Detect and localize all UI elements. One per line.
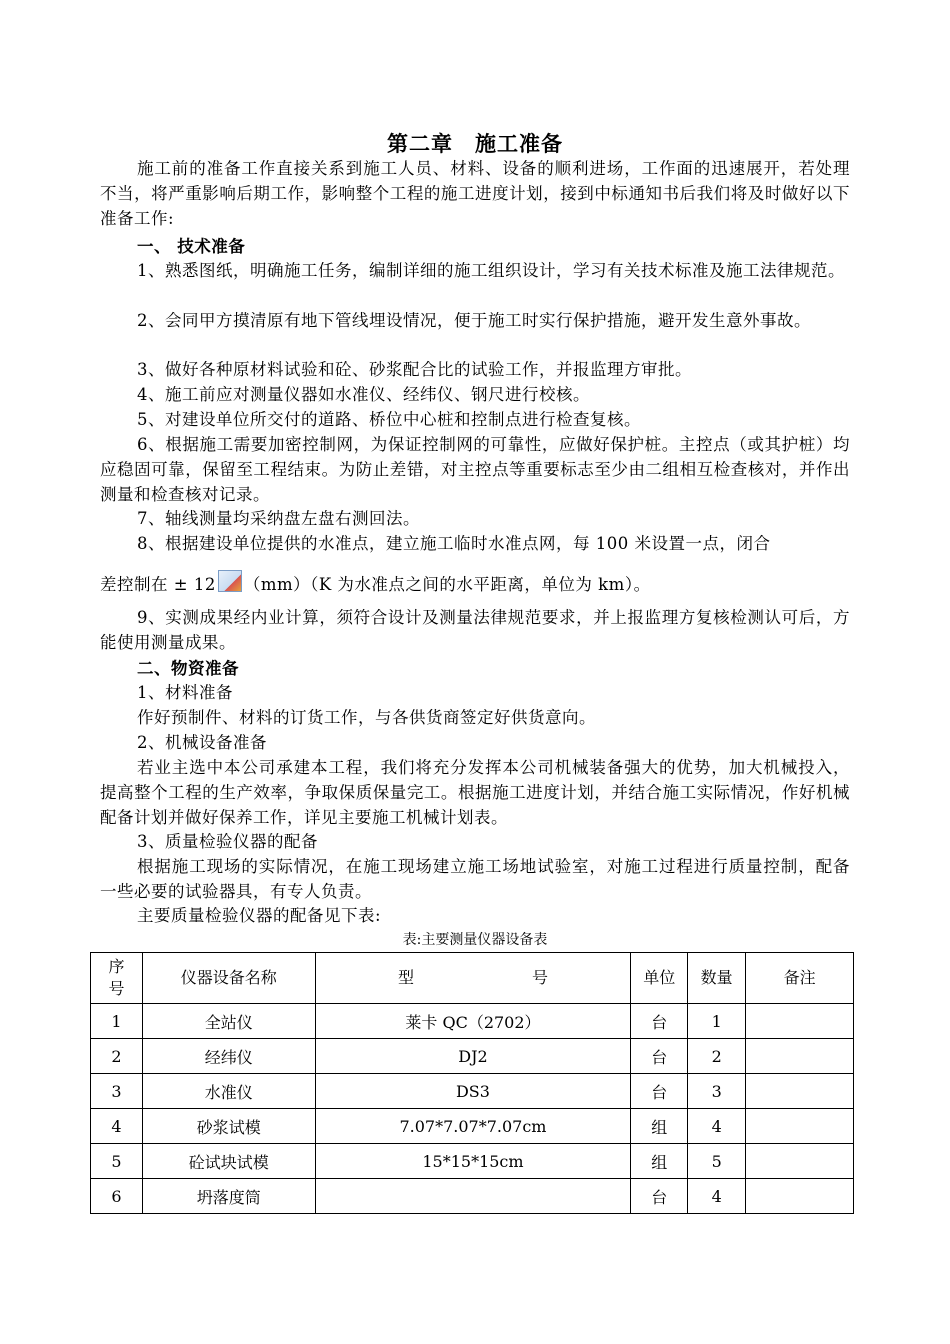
tech-item-8-continued	[100, 570, 850, 597]
cell-name: 全站仪	[142, 1004, 315, 1039]
cell-seq: 3	[91, 1074, 143, 1109]
materials-subtitle-2: 2、机械设备准备	[137, 733, 267, 752]
cell-note	[746, 1179, 854, 1214]
materials-body-2: 若业主选中本公司承建本工程，我们将充分发挥本公司机械装备强大的优势，加大机械投入，提高整个工程的生产效率，争取保质保量完工。根据施工进度计划，并结合施工实际情况，作好机械配备计划并做好保养工作，详见主要施工机械计划表。	[100, 758, 850, 827]
cell-seq: 4	[91, 1109, 143, 1144]
cell-name: 砂浆试模	[142, 1109, 315, 1144]
section-heading-technical: 一、 技术准备	[137, 237, 246, 256]
intro-paragraph: 施工前的准备工作直接关系到施工人员、材料、设备的顺利进场，工作面的迅速展开，若处理不当，将严重影响后期工作，影响整个工程的施工进度计划，接到中标通知书后我们将及时做好以下准备工作:	[100, 159, 850, 228]
cell-name: 砼试块试模	[142, 1144, 315, 1179]
chapter-name: 施工准备	[475, 131, 563, 156]
tech-item-2: 2、会同甲方摸清原有地下管线埋设情况，便于施工时实行保护措施，避开发生意外事故。	[137, 311, 811, 330]
tolerance-text-after: （mm）（K 为水准点之间的水平距离，单位为 km）。	[243, 575, 651, 594]
table-row	[91, 1144, 854, 1179]
cell-name: 坍落度筒	[142, 1179, 315, 1214]
cell-qty: 1	[688, 1004, 746, 1039]
cell-qty: 4	[688, 1109, 746, 1144]
table-caption: 表:主要测量仪器设备表	[402, 932, 548, 948]
cell-note	[746, 1039, 854, 1074]
cell-unit: 台	[631, 1039, 688, 1074]
cell-seq: 5	[91, 1144, 143, 1179]
cell-unit: 台	[631, 1074, 688, 1109]
chapter-title	[0, 128, 950, 158]
formula-image-icon	[218, 570, 242, 592]
header-qty: 数量	[688, 953, 746, 1004]
equipment-table	[90, 952, 854, 1214]
materials-subtitle-3: 3、质量检验仪器的配备	[137, 832, 318, 851]
cell-seq: 2	[91, 1039, 143, 1074]
header-unit: 单位	[631, 953, 688, 1004]
cell-note	[746, 1074, 854, 1109]
table-intro: 主要质量检验仪器的配备见下表:	[137, 906, 382, 925]
table-row	[91, 1004, 854, 1039]
table-row	[91, 1039, 854, 1074]
tech-item-9: 9、实测成果经内业计算，须符合设计及测量法律规范要求，并上报监理方复核检测认可后，方能使用测量成果。	[100, 608, 850, 652]
cell-model: DS3	[315, 1074, 631, 1109]
cell-unit: 台	[631, 1004, 688, 1039]
tech-item-6: 6、根据施工需要加密控制网，为保证控制网的可靠性，应做好保护桩。主控点（或其护桩）均应稳固可靠，保留至工程结束。为防止差错，对主控点等重要标志至少由二组相互检查核对，并作出测量和检查核对记录。	[100, 435, 850, 504]
cell-seq: 6	[91, 1179, 143, 1214]
cell-model	[315, 1179, 631, 1214]
cell-name: 水准仪	[142, 1074, 315, 1109]
cell-qty: 2	[688, 1039, 746, 1074]
cell-unit: 组	[631, 1109, 688, 1144]
cell-qty: 3	[688, 1074, 746, 1109]
table-row	[91, 1109, 854, 1144]
materials-body-1: 作好预制件、材料的订货工作，与各供货商签定好供货意向。	[137, 708, 596, 727]
cell-note	[746, 1004, 854, 1039]
cell-note	[746, 1109, 854, 1144]
tech-item-8: 8、根据建设单位提供的水准点，建立施工临时水准点网，每 100 米设置一点，闭合	[137, 534, 771, 553]
cell-name: 经纬仪	[142, 1039, 315, 1074]
cell-unit: 台	[631, 1179, 688, 1214]
header-name: 仪器设备名称	[142, 953, 315, 1004]
table-row	[91, 1179, 854, 1214]
table-header-row	[91, 953, 854, 1004]
cell-qty: 4	[688, 1179, 746, 1214]
tech-item-4: 4、施工前应对测量仪器如水准仪、经纬仪、钢尺进行校核。	[137, 385, 590, 404]
cell-model: 莱卡 QC（2702）	[315, 1004, 631, 1039]
tech-item-7: 7、轴线测量均采纳盘左盘右测回法。	[137, 509, 420, 528]
header-note: 备注	[746, 953, 854, 1004]
cell-note	[746, 1144, 854, 1179]
section-heading-materials: 二、物资准备	[137, 659, 239, 678]
header-model: 型 号	[315, 953, 631, 1004]
table-row	[91, 1074, 854, 1109]
tech-item-1: 1、熟悉图纸，明确施工任务，编制详细的施工组织设计，学习有关技术标准及施工法律规范。	[137, 261, 845, 280]
cell-model: 15*15*15cm	[315, 1144, 631, 1179]
tolerance-text-before: 差控制在 ± 12	[100, 575, 216, 594]
cell-unit: 组	[631, 1144, 688, 1179]
tech-item-3: 3、做好各种原材料试验和砼、砂浆配合比的试验工作，并报监理方审批。	[137, 360, 692, 379]
header-seq: 序 号	[91, 953, 143, 1004]
cell-model: 7.07*7.07*7.07cm	[315, 1109, 631, 1144]
cell-qty: 5	[688, 1144, 746, 1179]
chapter-number: 第二章	[387, 131, 453, 156]
cell-model: DJ2	[315, 1039, 631, 1074]
materials-subtitle-1: 1、材料准备	[137, 683, 233, 702]
materials-body-3: 根据施工现场的实际情况，在施工现场建立施工场地试验室，对施工过程进行质量控制，配备一些必要的试验器具，有专人负责。	[100, 857, 850, 901]
cell-seq: 1	[91, 1004, 143, 1039]
tech-item-5: 5、对建设单位所交付的道路、桥位中心桩和控制点进行检查复核。	[137, 410, 641, 429]
